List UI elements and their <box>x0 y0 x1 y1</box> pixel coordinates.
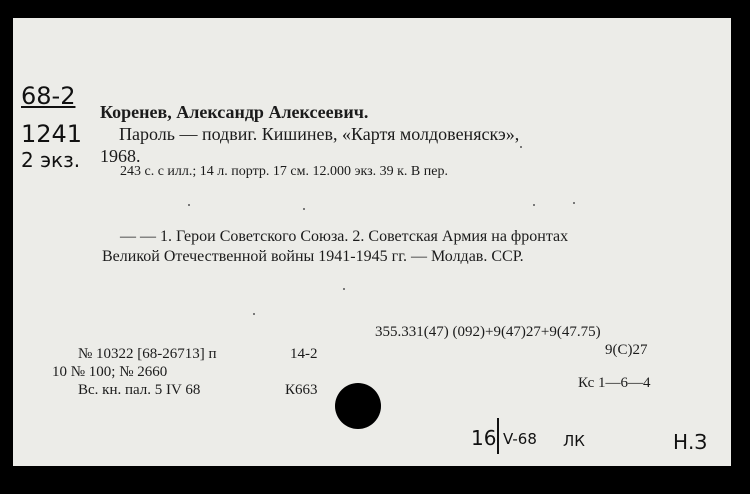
handwritten-call-number: 68-2 <box>21 82 76 110</box>
number-line-2: 10 № 100; № 2660 <box>52 364 168 380</box>
number-line-1-code: 14-2 <box>290 346 318 362</box>
handwritten-date-rest: V-68 <box>503 430 537 448</box>
year-line: 1968. <box>100 146 141 166</box>
handwritten-date-day: 16 <box>471 426 497 450</box>
handwritten-copies: 2 экз. <box>21 148 81 172</box>
handwritten-inventory-number: 1241 <box>21 120 83 148</box>
handwritten-date-initials: ЛК <box>563 432 585 450</box>
date-divider-line <box>497 418 499 454</box>
title-line: Пароль — подвиг. Кишинев, «Картя молдовеняскэ», <box>119 124 520 144</box>
punch-hole <box>335 383 381 429</box>
classification-line-1: 355.331(47) (092)+9(47)27+9(47.75) <box>375 324 601 340</box>
kc-code: Кс 1—6—4 <box>578 375 651 391</box>
number-line-1: № 10322 [68-26713] п <box>78 346 217 362</box>
scan-speck <box>303 208 305 210</box>
catalog-card <box>13 18 731 466</box>
scan-speck <box>343 288 345 290</box>
subjects-line-1: — — 1. Герои Советского Союза. 2. Советская Армия на фронтах <box>120 228 569 245</box>
author-line: Коренев, Александр Алексеевич. <box>100 102 369 122</box>
scan-speck <box>520 146 522 148</box>
subjects-line-2: Великой Отечественной войны 1941-1945 гг. — Молдав. ССР. <box>102 248 524 265</box>
classification-line-2: 9(С)27 <box>605 342 648 358</box>
scan-speck <box>573 202 575 204</box>
scan-speck <box>188 204 190 206</box>
number-line-3: Вс. кн. пал. 5 IV 68 <box>78 382 201 398</box>
scan-speck <box>253 313 255 315</box>
physical-description-line: 243 с. с илл.; 14 л. портр. 17 см. 12.000 экз. 39 к. В пер. <box>120 164 448 179</box>
scan-speck <box>533 204 535 206</box>
number-line-3-code: К663 <box>285 382 318 398</box>
handwritten-corner-mark: Н.З <box>673 430 708 454</box>
